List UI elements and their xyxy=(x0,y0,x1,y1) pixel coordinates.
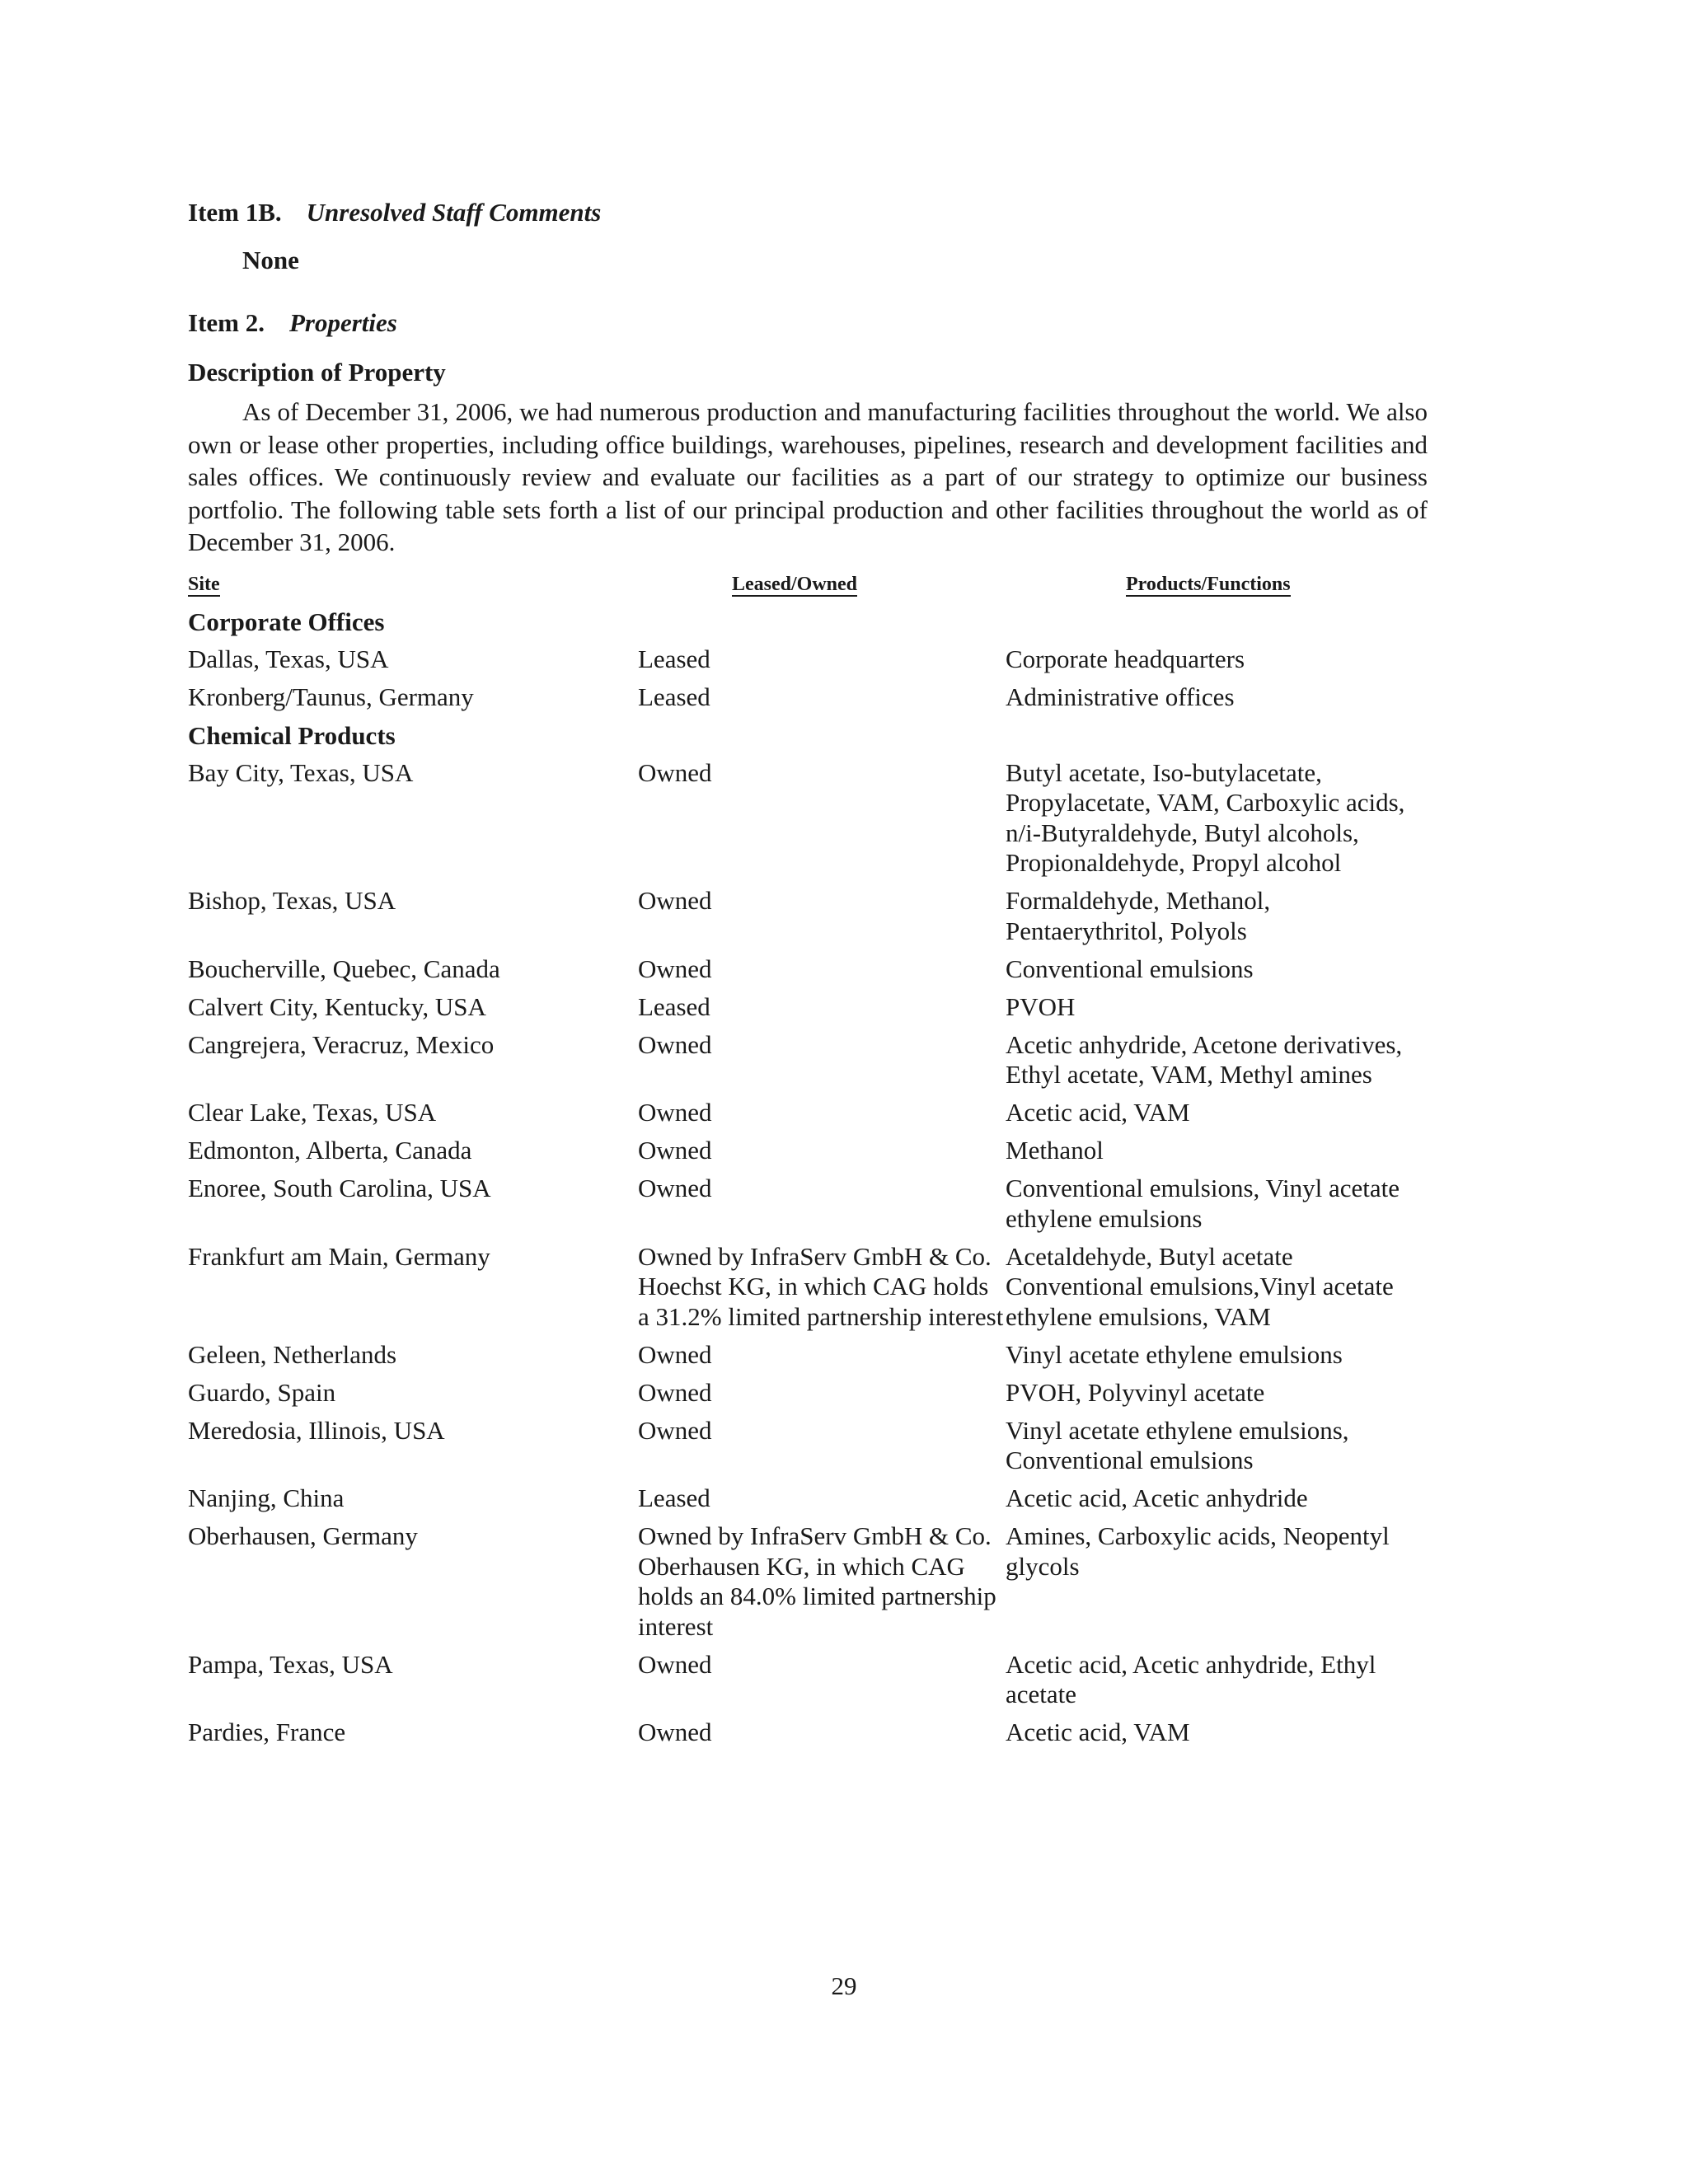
products-cell: Vinyl acetate ethylene emulsions xyxy=(1006,1339,1343,1369)
site-cell: Meredosia, Illinois, USA xyxy=(188,1415,445,1445)
products-cell: PVOH xyxy=(1006,991,1076,1021)
table-row xyxy=(188,1718,1428,1748)
table-row xyxy=(188,954,1428,985)
products-cell: Formaldehyde, Methanol, Pentaerythritol, Polyols xyxy=(1006,886,1271,945)
leased-owned-cell: Owned by InfraServ GmbH & Co. Hoechst KG, in which CAG holds a 31.2% limited partnership interest xyxy=(638,1241,1004,1331)
table-row xyxy=(188,992,1428,1023)
products-cell: Corporate headquarters xyxy=(1006,644,1245,673)
item-1b-number: Item 1B. xyxy=(188,198,282,227)
leased-owned-cell: Leased xyxy=(638,644,710,673)
products-cell: Administrative offices xyxy=(1006,682,1235,711)
table-row xyxy=(188,682,1428,713)
products-cell: Acetic acid, Acetic anhydride, Ethyl acetate xyxy=(1006,1649,1376,1708)
table-row xyxy=(188,1242,1428,1333)
leased-owned-cell: Owned by InfraServ GmbH & Co. Oberhausen KG, in which CAG holds an 84.0% limited partnership interest xyxy=(638,1521,996,1641)
corporate-rows xyxy=(188,644,1428,713)
page-number: 29 xyxy=(831,1971,857,2000)
site-cell: Dallas, Texas, USA xyxy=(188,644,389,673)
leased-owned-cell: Owned xyxy=(638,1649,712,1679)
item-1b-heading xyxy=(188,194,1428,231)
site-cell: Cangrejera, Veracruz, Mexico xyxy=(188,1029,495,1059)
products-cell: Methanol xyxy=(1006,1136,1104,1165)
section-chemical-products: Chemical Products xyxy=(188,720,396,750)
table-row xyxy=(188,1483,1428,1514)
description-heading: Description of Property xyxy=(188,358,446,387)
table-row xyxy=(188,644,1428,675)
leased-owned-cell: Owned xyxy=(638,1377,712,1407)
leased-owned-cell: Owned xyxy=(638,1098,712,1127)
site-cell: Nanjing, China xyxy=(188,1483,345,1512)
leased-owned-cell: Leased xyxy=(638,1483,710,1512)
section-corporate-offices: Corporate Offices xyxy=(188,607,385,636)
leased-owned-cell: Owned xyxy=(638,886,712,915)
leased-owned-cell: Owned xyxy=(638,1415,712,1445)
leased-owned-cell: Owned xyxy=(638,1136,712,1165)
leased-owned-cell: Leased xyxy=(638,991,710,1021)
site-cell: Guardo, Spain xyxy=(188,1377,336,1407)
item-2-title: Properties xyxy=(288,308,397,337)
leased-owned-cell: Owned xyxy=(638,1174,712,1202)
products-cell: Vinyl acetate ethylene emulsions, Conventional emulsions xyxy=(1006,1415,1349,1474)
site-cell: Boucherville, Quebec, Canada xyxy=(188,954,500,983)
site-cell: Frankfurt am Main, Germany xyxy=(188,1241,490,1271)
document-page xyxy=(188,194,1428,1755)
products-cell: Acetic acid, VAM xyxy=(1006,1718,1190,1746)
table-row xyxy=(188,886,1428,946)
site-cell: Edmonton, Alberta, Canada xyxy=(188,1136,472,1165)
leased-owned-cell: Owned xyxy=(638,1718,712,1746)
header-leased-owned: Leased/Owned xyxy=(732,573,858,595)
products-cell: PVOH, Polyvinyl acetate xyxy=(1006,1377,1265,1407)
leased-owned-cell: Owned xyxy=(638,757,712,787)
table-row xyxy=(188,1174,1428,1234)
item-1b-title: Unresolved Staff Comments xyxy=(306,198,602,227)
item-2-heading xyxy=(188,305,1428,341)
products-cell: Acetic anhydride, Acetone derivatives, Ethyl acetate, VAM, Methyl amines xyxy=(1006,1029,1403,1089)
table-header xyxy=(188,567,1428,600)
products-cell: Amines, Carboxylic acids, Neopentyl glycols xyxy=(1006,1521,1390,1581)
header-products-functions: Products/Functions xyxy=(1126,573,1291,595)
site-cell: Calvert City, Kentucky, USA xyxy=(188,991,486,1021)
products-cell: Conventional emulsions xyxy=(1006,954,1254,983)
table-row xyxy=(188,1416,1428,1476)
table-row xyxy=(188,1136,1428,1166)
site-cell: Clear Lake, Texas, USA xyxy=(188,1098,437,1127)
description-paragraph: As of December 31, 2006, we had numerous production and manufacturing facilities throughout the world. We also own or lease other properties, including office buildings, warehouses, pipelines, research and development facilities and sales offices. We continuously review and evaluate our facilities as a part of our strategy to optimize our business portfolio. The following table sets forth a list of our principal production and other facilities throughout the world as of December 31, 2006. xyxy=(188,397,1428,556)
site-cell: Bay City, Texas, USA xyxy=(188,757,414,787)
site-cell: Enoree, South Carolina, USA xyxy=(188,1174,491,1202)
leased-owned-cell: Owned xyxy=(638,954,712,983)
products-cell: Acetic acid, Acetic anhydride xyxy=(1006,1483,1308,1512)
site-cell: Geleen, Netherlands xyxy=(188,1339,397,1369)
products-cell: Acetaldehyde, Butyl acetate Conventional emulsions,Vinyl acetate ethylene emulsions, VAM xyxy=(1006,1241,1394,1331)
site-cell: Bishop, Texas, USA xyxy=(188,886,396,915)
table-row xyxy=(188,1650,1428,1710)
site-cell: Pampa, Texas, USA xyxy=(188,1649,393,1679)
table-row xyxy=(188,1340,1428,1371)
site-cell: Oberhausen, Germany xyxy=(188,1521,418,1550)
products-cell: Butyl acetate, Iso-butylacetate, Propylacetate, VAM, Carboxylic acids, n/i-Butyraldehyde, Butyl alcohols, Propionaldehyde, Propyl alcohol xyxy=(1006,757,1405,877)
leased-owned-cell: Leased xyxy=(638,682,710,711)
item-2-number: Item 2. xyxy=(188,308,265,337)
site-cell: Kronberg/Taunus, Germany xyxy=(188,682,474,711)
chemical-rows xyxy=(188,758,1428,1748)
leased-owned-cell: Owned xyxy=(638,1029,712,1059)
table-row xyxy=(188,1030,1428,1090)
leased-owned-cell: Owned xyxy=(638,1339,712,1369)
item-1b-body: None xyxy=(242,246,299,274)
products-cell: Conventional emulsions, Vinyl acetate ethylene emulsions xyxy=(1006,1174,1400,1233)
products-cell: Acetic acid, VAM xyxy=(1006,1098,1190,1127)
table-row xyxy=(188,1521,1428,1642)
table-row xyxy=(188,758,1428,879)
site-cell: Pardies, France xyxy=(188,1718,346,1746)
header-site: Site xyxy=(188,573,220,595)
table-row xyxy=(188,1378,1428,1408)
table-row xyxy=(188,1098,1428,1128)
